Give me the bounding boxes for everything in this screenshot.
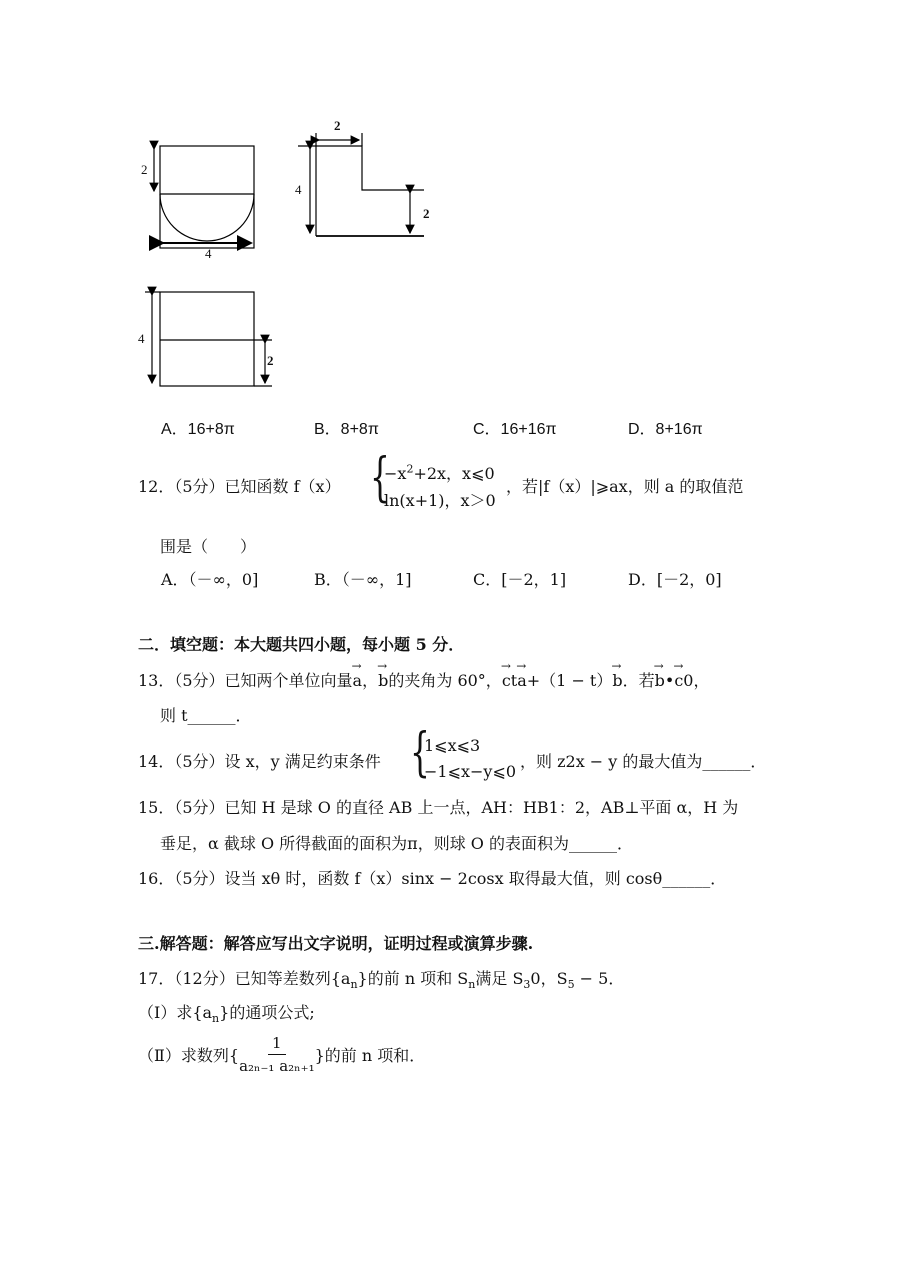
q12-case-2: ln(x+1)，x＞0 (384, 491, 496, 510)
side-view (298, 133, 424, 236)
q11-option-b: B．8+8π (314, 421, 379, 438)
section-2-title: 二．填空题：本大题共四小题，每小题 5 分． (138, 635, 465, 654)
q13-line1: 13．（5分）已知两个单位向量→ a，→ b的夹角为 60°，→ ct→ a+（1 − t）→ b．若→ b•→ c0， (138, 668, 709, 691)
vector-b-3: → b (655, 671, 665, 690)
q14-prefix: 14．（5分）设 x，y 满足约束条件 (138, 752, 381, 771)
q12-option-b: B．（－∞，1] (314, 570, 412, 589)
q12-case-1: $-x^2+2x$，x⩽0 (384, 462, 495, 483)
q17-fraction: $\frac{1}{\text{a₂ₙ₋₁ a₂ₙ₊₁}}$ (239, 1034, 315, 1075)
vector-b-2: → b (612, 671, 622, 690)
side-view-left-label: 4 (295, 182, 302, 197)
q12-brace: { (370, 448, 390, 508)
q12-suffix: ，若|f（x）|⩾ax，则 a 的取值范 (506, 477, 744, 496)
q13-line2: 则 t______． (160, 706, 252, 725)
q12-prefix: 12．（5分）已知函数 f（x） (138, 477, 341, 496)
q14-suffix: ，则 z2x − y 的最大值为______． (520, 752, 767, 771)
q12-option-c: C．[－2，1] (473, 570, 567, 589)
front-view-width-label: 4 (205, 246, 212, 261)
section-3-title: 三.解答题：解答应写出文字说明，证明过程或演算步骤. (138, 934, 534, 953)
q17-part-2: （Ⅱ）求数列{ $\frac{1}{\text{a₂ₙ₋₁ a₂ₙ₊₁}}$ }的前 n 项和． (138, 1034, 426, 1075)
three-view-figure (0, 0, 909, 400)
vector-c-2: → c (674, 671, 683, 690)
q14-case-1: 1⩽x⩽3 (424, 736, 481, 755)
top-view (145, 292, 272, 386)
front-view (154, 146, 254, 248)
q17-part-1: （Ⅰ）求$\{a_n\}$的通项公式; (138, 1003, 315, 1026)
q15-line2: 垂足，α 截球 O 所得截面的面积为π，则球 O 的表面积为______． (160, 834, 633, 853)
vector-a-2: → a (517, 671, 527, 690)
q12-line2: 围是（ ） (160, 537, 257, 556)
vector-a: → a (353, 671, 363, 690)
q14-case-2: −1⩽x−y⩽0 (424, 762, 517, 781)
q12-option-d: D．[－2，0] (628, 570, 722, 589)
q11-option-d: D．8+16π (628, 421, 703, 438)
q14-brace: { (410, 723, 430, 783)
top-view-right-label: 2 (267, 353, 274, 368)
front-view-height-label: 2 (141, 162, 148, 177)
q15-line1: 15．（5分）已知 H 是球 O 的直径 AB 上一点，AH：HB1：2，AB⊥平面 α，H 为 (138, 798, 739, 817)
vector-b: → b (378, 671, 388, 690)
q17-line1: 17．（12分）已知等差数列$\{a_n\}$的前 n 项和 $S_n$满足 $S_30$，$S_5 - 5$． (138, 969, 625, 992)
question-16: 16．（5分）设当 xθ 时，函数 f（x）sinx − 2cosx 取得最大值，则 cosθ______． (138, 869, 727, 888)
q11-option-c: C．16+16π (473, 421, 557, 438)
side-view-right-label: 2 (423, 206, 430, 221)
top-view-left-label: 4 (138, 331, 145, 346)
side-view-top-label: 2 (334, 118, 341, 133)
q11-option-a: A．16+8π (161, 421, 235, 438)
vector-c: → c (502, 671, 511, 690)
q12-option-a: A．（－∞，0] (161, 570, 259, 589)
